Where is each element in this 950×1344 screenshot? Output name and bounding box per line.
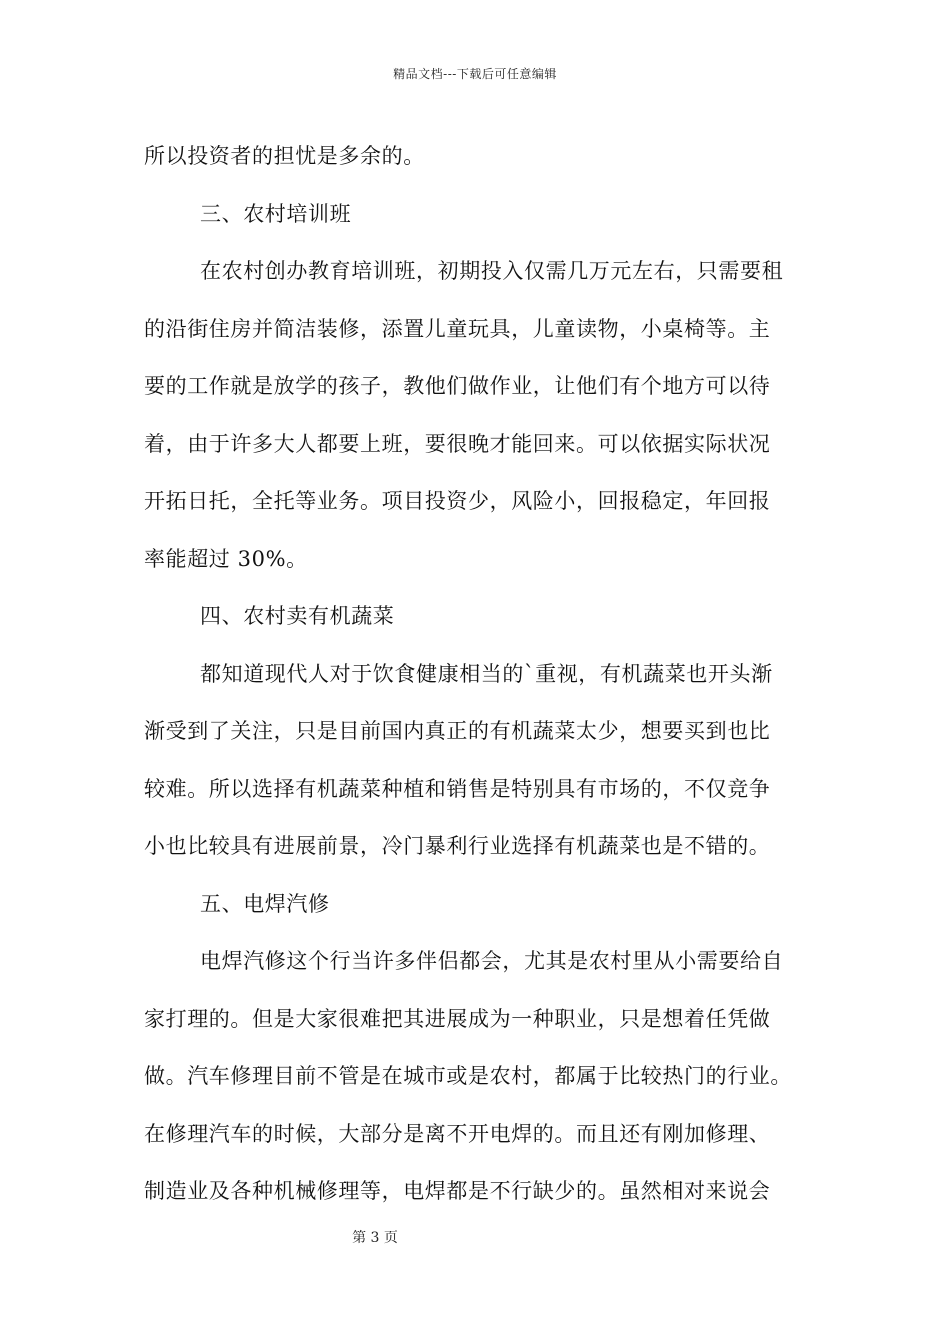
- section-heading: 四、农村卖有机蔬菜: [200, 604, 395, 628]
- paragraph-line: 渐受到了关注，只是目前国内真正的有机蔬菜太少，想要买到也比: [144, 719, 771, 743]
- paragraph-line: 在农村创办教育培训班，初期投入仅需几万元左右，只需要租: [200, 259, 784, 283]
- body-text: [144, 128, 824, 1221]
- paragraph-line: 所以投资者的担忧是多余的。: [144, 144, 425, 168]
- paragraph-line: 的沿街住房并简洁装修，添置儿童玩具，儿童读物，小桌椅等。主: [144, 316, 771, 341]
- section-heading: 三、农村培训班: [200, 201, 352, 226]
- paragraph-line: 在修理汽车的时候，大部分是离不开电焊的。而且还有刚加修理、: [144, 1121, 771, 1146]
- paragraph-line: 较难。所以选择有机蔬菜种植和销售是特别具有市场的，不仅竞争: [144, 776, 771, 801]
- page-number: 第 3 页: [352, 1230, 398, 1246]
- paragraph-line: 做。汽车修理目前不管是在城市或是农村，都属于比较热门的行业。: [144, 1064, 792, 1088]
- paragraph-line: 要的工作就是放学的孩子，教他们做作业，让他们有个地方可以待: [144, 374, 771, 398]
- paragraph-line: 率能超过 30%。: [144, 546, 308, 571]
- paragraph-line: 都知道现代人对于饮食健康相当的`重视，有机蔬菜也开头渐: [200, 661, 773, 686]
- page-header: 精品文档---下载后可任意编辑: [393, 67, 557, 81]
- paragraph-line: 小也比较具有进展前景，冷门暴利行业选择有机蔬菜也是不错的。: [144, 834, 771, 858]
- paragraph-line: 家打理的。但是大家很难把其进展成为一种职业，只是想着任凭做: [144, 1006, 771, 1031]
- paragraph-line: 制造业及各种机械修理等，电焊都是不行缺少的。虽然相对来说会: [144, 1179, 771, 1203]
- section-heading: 五、电焊汽修: [200, 891, 330, 916]
- paragraph-line: 着，由于许多大人都要上班，要很晚才能回来。可以依据实际状况: [144, 431, 771, 456]
- paragraph-line: 开拓日托，全托等业务。项目投资少，风险小，回报稳定，年回报: [144, 489, 771, 513]
- paragraph-line: 电焊汽修这个行当许多伴侣都会，尤其是农村里从小需要给自: [200, 949, 784, 973]
